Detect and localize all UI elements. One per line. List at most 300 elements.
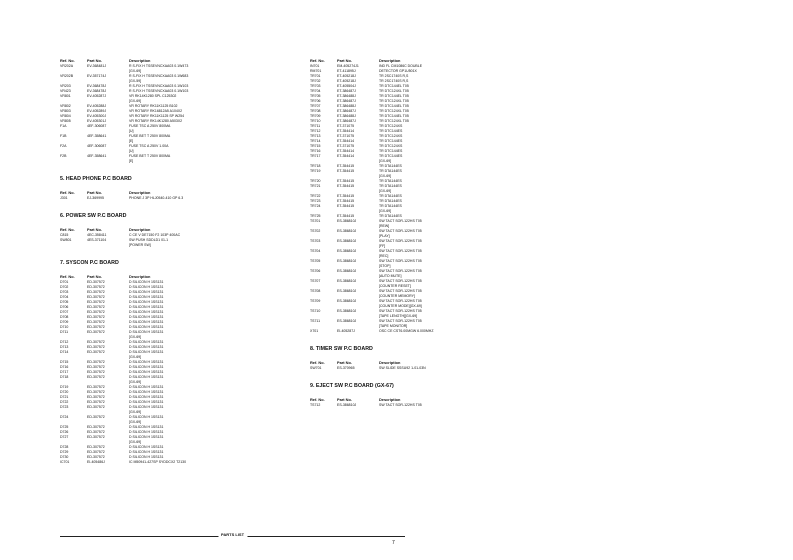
ref-no-cell: TR705 xyxy=(310,94,321,98)
part-no-cell: EV-368481J xyxy=(87,64,107,68)
ref-no-cell: TR718 xyxy=(310,164,321,168)
description-cell: TR DTC144EL T05 xyxy=(379,104,409,108)
description-cell: TR DTA144ES xyxy=(379,164,402,168)
part-no-cell: ET-354415 xyxy=(337,204,355,208)
footer-label: PARTS LIST xyxy=(218,532,247,537)
description-cell: D SILICON H 1SS131 xyxy=(129,340,164,344)
part-no-cell: ET-354414 xyxy=(337,154,355,158)
description-cell: [GX-69] xyxy=(129,335,142,339)
ref-no-cell: TR702 xyxy=(310,79,321,83)
part-no-cell: ED-307572 xyxy=(87,315,105,319)
description-cell: SW TACT SOR-122HS T05 xyxy=(379,319,422,323)
ref-no-cell: TS710 xyxy=(310,309,321,313)
ref-no-cell: TR714 xyxy=(310,139,321,143)
ref-no-cell: TR725 xyxy=(310,214,321,218)
description-cell: FUSE BET T 250V 800MA xyxy=(129,154,171,158)
description-cell: D SILICON H 1SS131 xyxy=(129,330,164,334)
description-cell: TR DTC124XL T05 xyxy=(379,99,409,103)
part-no-cell: ET-386488J xyxy=(337,104,356,108)
ref-no-cell: D706 xyxy=(60,305,69,309)
ref-no-cell: F2A xyxy=(60,144,67,148)
part-no-cell: ET-405218J xyxy=(337,79,356,83)
ref-no-cell: TS705 xyxy=(310,259,321,263)
ref-no-cell: X701 xyxy=(310,329,319,333)
table-header: Ref. No. Part No. Description xyxy=(60,274,151,279)
ref-no-cell: F2B xyxy=(60,154,67,158)
ref-no-cell: VR804 xyxy=(60,114,71,118)
description-cell: D SILICON H 1SS131 xyxy=(129,345,164,349)
part-no-cell: ET-411895J xyxy=(337,69,356,73)
description-cell: SW TACT SOR-122HS T05 xyxy=(379,249,422,253)
description-cell: TR DTC144ES xyxy=(379,139,403,143)
ref-no-cell: D715 xyxy=(60,360,69,364)
ref-no-cell: IC701 xyxy=(60,460,70,464)
description-cell: [GX-69] xyxy=(129,69,142,73)
part-no-cell: ED-307572 xyxy=(87,345,105,349)
ref-no-cell: D714 xyxy=(60,350,69,354)
ref-no-cell: TR703 xyxy=(310,84,321,88)
description-cell: PHONE J 3P HLJ0540-410 GP 6.3 xyxy=(129,196,184,200)
part-no-cell: ET-354414 xyxy=(337,149,355,153)
ref-no-cell: TR715 xyxy=(310,144,321,148)
part-no-cell: ED-307572 xyxy=(87,295,105,299)
part-no-cell: ED-307572 xyxy=(87,390,105,394)
description-cell: TR DTC124XS xyxy=(379,124,403,128)
part-no-cell: ED-307572 xyxy=(87,450,105,454)
ref-no-cell: TR723 xyxy=(310,199,321,203)
section-title-8: 8. TIMER SW P.C BOARD xyxy=(310,346,373,352)
description-cell: D SILICON H 1SS131 xyxy=(129,375,164,379)
description-cell: TR DTC124XL T05 xyxy=(379,119,409,123)
part-no-cell: 4EF-358641 xyxy=(87,154,107,158)
ref-no-cell: D703 xyxy=(60,290,69,294)
description-cell: TR DTC144ES xyxy=(379,129,403,133)
description-cell: OSC CE CST6.00MGW 6.000MHZ xyxy=(379,329,434,333)
description-cell: TR DTA144ES xyxy=(379,214,402,218)
part-no-cell: ET-386487J xyxy=(337,119,356,123)
ref-no-cell: D730 xyxy=(60,455,69,459)
table-row xyxy=(60,460,265,465)
part-no-cell: ES-386810J xyxy=(337,259,357,263)
description-cell: TR DTA144ES xyxy=(379,184,402,188)
part-no-cell: ET-371075 xyxy=(337,124,355,128)
part-no-cell: 4EF-358641 xyxy=(87,134,107,138)
ref-no-cell: IN701 xyxy=(310,64,320,68)
description-cell: SW TACT SOR-122HS T05 xyxy=(379,239,422,243)
part-no-cell: EV-405301J xyxy=(87,119,107,123)
ref-no-cell: D707 xyxy=(60,310,69,314)
description-cell: D SILICON H 1SS131 xyxy=(129,455,164,459)
description-cell: D SILICON H 1SS131 xyxy=(129,305,164,309)
part-no-cell: ED-307572 xyxy=(87,425,105,429)
ref-no-cell xyxy=(60,159,87,164)
description-cell: D SILICON H 1SS131 xyxy=(129,360,164,364)
ref-no-cell: J301 xyxy=(60,196,68,200)
ref-no-cell: F1B xyxy=(60,134,67,138)
part-no-cell: EV-405288J xyxy=(87,104,107,108)
description-cell: VR ROTARY RK11K1125 SP W254 xyxy=(129,114,185,118)
part-no-cell: ES-386810J xyxy=(337,319,357,323)
ref-no-cell: TR711 xyxy=(310,124,321,128)
part-no-cell: ET-405504J xyxy=(337,84,356,88)
description-cell: TR DTA144ES xyxy=(379,194,402,198)
ref-no-cell: VR803 xyxy=(60,109,71,113)
parts-table-timer-sw xyxy=(310,366,515,371)
part-no-cell: 4EF-306087 xyxy=(87,124,107,128)
description-cell: [U] xyxy=(129,149,134,153)
description-cell: D SILICON H 1SS131 xyxy=(129,405,164,409)
ref-no-cell: D722 xyxy=(60,400,69,404)
description-cell: [GX-69] xyxy=(129,355,142,359)
description-cell: [GX-69] xyxy=(379,159,392,163)
ref-no-cell: VR203 xyxy=(60,84,71,88)
description-cell: SW TACT SOR-122HS T05 xyxy=(379,219,422,223)
description-cell: SW TACT SOR-122HS T05 xyxy=(379,259,422,263)
description-cell: SW SLIDE SSSU92 1-01-03N xyxy=(379,366,426,370)
description-cell: TR DTC144EL T05 xyxy=(379,94,409,98)
part-no-cell xyxy=(87,159,129,164)
part-no-cell: ED-307572 xyxy=(87,285,105,289)
parts-table-eject-sw xyxy=(310,403,515,408)
description-cell: D SILICON H 1SS131 xyxy=(129,395,164,399)
part-no-cell: ED-307572 xyxy=(87,455,105,459)
part-no-cell xyxy=(87,243,129,248)
part-no-cell: ED-307572 xyxy=(87,305,105,309)
description-cell: D SILICON H 1SS131 xyxy=(129,390,164,394)
part-no-cell: ED-307572 xyxy=(87,290,105,294)
description-cell: R S-FIX H TSSEVNCXAA03 0.1W473 xyxy=(129,64,189,68)
part-no-cell: ET-354415 xyxy=(337,184,355,188)
description-cell: [AUTO MUTE] xyxy=(379,274,402,278)
description-cell: D SILICON H 1SS131 xyxy=(129,425,164,429)
description-cell: FUSE TSC A 250V 800MA xyxy=(129,124,171,128)
description-cell: [COUNTER MEMORY] xyxy=(379,294,415,298)
part-no-cell: ED-307572 xyxy=(87,330,105,334)
part-no-cell: ES-386810J xyxy=(337,249,357,253)
ref-no-cell: D705 xyxy=(60,300,69,304)
description-cell: D SILICON H 1SS131 xyxy=(129,385,164,389)
description-cell: R S-FIX H TSSEVNCXAA03 0.1W683 xyxy=(129,74,189,78)
ref-no-cell: TS711 xyxy=(310,319,321,323)
description-cell: SW TACT SOR-122HS T05 xyxy=(379,299,422,303)
ref-no-cell: VR423 xyxy=(60,89,71,93)
part-no-cell: EV-368478J xyxy=(87,89,107,93)
description-cell: D SILICON H 1SS131 xyxy=(129,400,164,404)
description-cell: SW TACT SOR-122HS T05 xyxy=(379,289,422,293)
part-no-cell: EV-405287J xyxy=(87,94,107,98)
ref-no-cell: VR202A xyxy=(60,64,74,68)
ref-no-cell: TS706 xyxy=(310,269,321,273)
description-cell: IND FL CM1086C DOUBLE xyxy=(379,64,423,68)
description-cell: D SILICON H 1SS131 xyxy=(129,365,164,369)
description-cell: TR DTC124XS xyxy=(379,144,403,148)
ref-no-cell: TR720 xyxy=(310,179,321,183)
parts-table-head-phone xyxy=(60,196,265,201)
description-cell: TR DTC124XL T05 xyxy=(379,109,409,113)
ref-no-cell: TS702 xyxy=(310,229,321,233)
part-no-cell: ES-386810J xyxy=(337,239,357,243)
part-no-cell: ES-370965 xyxy=(337,366,355,370)
description-cell: [REW] xyxy=(379,224,390,228)
ref-no-cell: D708 xyxy=(60,315,69,319)
part-no-cell: ED-307572 xyxy=(87,310,105,314)
table-header: Ref. No. Part No. Description xyxy=(310,58,401,63)
description-cell: TR DTA144ES xyxy=(379,179,402,183)
description-cell: [U] xyxy=(129,129,134,133)
ref-no-cell: TR721 xyxy=(310,184,321,188)
description-cell: D SILICON H 1SS131 xyxy=(129,310,164,314)
ref-no-cell: D727 xyxy=(60,435,69,439)
part-no-cell: 4EF-306087 xyxy=(87,144,107,148)
part-no-cell: EV-368478J xyxy=(87,84,107,88)
table-row xyxy=(310,329,515,334)
description-cell: [GX-69] xyxy=(129,380,142,384)
part-no-cell: EV-357174J xyxy=(87,74,107,78)
description-cell: D SILICON H 1SS131 xyxy=(129,285,164,289)
section-title-6: 6. POWER SW P.C BOARD xyxy=(60,213,127,219)
part-no-cell: ET-386488J xyxy=(337,94,356,98)
description-cell: C CE V DE7150 F2 103P 400AC xyxy=(129,233,181,237)
part-no-cell: ED-307572 xyxy=(87,340,105,344)
part-no-cell: ED-307572 xyxy=(87,360,105,364)
ref-no-cell: TR704 xyxy=(310,89,321,93)
part-no-cell: ED-307572 xyxy=(87,365,105,369)
description-cell: [STOP] xyxy=(379,264,391,268)
part-no-cell: ET-354415 xyxy=(337,179,355,183)
page-number: 7 xyxy=(392,540,395,546)
part-no-cell: ET-386487J xyxy=(337,99,356,103)
part-no-cell: ED-307572 xyxy=(87,385,105,389)
page-footer xyxy=(60,532,405,540)
part-no-cell: ES-386810J xyxy=(337,229,357,233)
description-cell: IC M50941-427SP SYDDCX2 T2130 xyxy=(129,460,187,464)
ref-no-cell: TR722 xyxy=(310,194,321,198)
ref-no-cell: TS704 xyxy=(310,249,321,253)
description-cell: DETECTOR GP1U501X xyxy=(379,69,417,73)
part-no-cell: ED-307572 xyxy=(87,280,105,284)
parts-table-syscon-continued xyxy=(310,64,515,334)
part-no-cell: ES-386810J xyxy=(337,403,357,407)
ref-no-cell: TR724 xyxy=(310,204,321,208)
description-cell: D SILICON H 1SS131 xyxy=(129,435,164,439)
ref-no-cell: D710 xyxy=(60,325,69,329)
description-cell: FUSE BET T 250V 800MA xyxy=(129,134,171,138)
description-cell: TR DTA144ES xyxy=(379,204,402,208)
description-cell: [GX-69] xyxy=(379,209,392,213)
description-cell: D SILICON H 1SS131 xyxy=(129,325,164,329)
ref-no-cell: TR719 xyxy=(310,169,321,173)
description-cell: [TAPE MONITOR] xyxy=(379,324,408,328)
part-no-cell: ED-307572 xyxy=(87,400,105,404)
table-row xyxy=(60,243,265,248)
description-cell: R S-FIX H TSSEVNCXAA03 0.1W103 xyxy=(129,89,189,93)
ref-no-cell: TR717 xyxy=(310,154,321,158)
part-no-cell: ED-307572 xyxy=(87,430,105,434)
description-cell: TR DTA144ES xyxy=(379,199,402,203)
ref-no-cell: D717 xyxy=(60,370,69,374)
ref-no-cell: TS712 xyxy=(310,403,321,407)
table-row xyxy=(60,159,265,164)
description-cell: [TAPE LENGTH][GX-69] xyxy=(379,314,418,318)
part-no-cell: 4ES-371104 xyxy=(87,238,107,242)
description-cell: [GX-69] xyxy=(129,440,142,444)
right-column xyxy=(310,57,515,408)
ref-no-cell: D701 xyxy=(60,280,69,284)
ref-no-cell: SW701 xyxy=(310,366,322,370)
part-no-cell: ED-307572 xyxy=(87,405,105,409)
ref-no-cell: TR707 xyxy=(310,104,321,108)
description-cell: VR ROTARY RK11K1125 B102 xyxy=(129,104,178,108)
ref-no-cell: TR710 xyxy=(310,119,321,123)
ref-no-cell: D716 xyxy=(60,365,69,369)
ref-no-cell: D728 xyxy=(60,445,69,449)
part-no-cell: ET-354415 xyxy=(337,164,355,168)
left-column xyxy=(60,57,265,465)
ref-no-cell: D726 xyxy=(60,430,69,434)
part-no-cell: ED-307572 xyxy=(87,395,105,399)
ref-no-cell: VR805 xyxy=(60,119,71,123)
description-cell: D SILICON H 1SS131 xyxy=(129,290,164,294)
ref-no-cell: TR709 xyxy=(310,114,321,118)
ref-no-cell: D729 xyxy=(60,450,69,454)
description-cell: VR ROTARY RK16812A5 A104X2 xyxy=(129,109,183,113)
ref-no-cell: TR701 xyxy=(310,74,321,78)
description-cell: D SILICON H 1SS131 xyxy=(129,350,164,354)
description-cell: VR ROTARY RK14K1280 A503X2 xyxy=(129,119,183,123)
description-cell: D SILICON H 1SS131 xyxy=(129,300,164,304)
ref-no-cell: TS703 xyxy=(310,239,321,243)
part-no-cell: ET-371075 xyxy=(337,144,355,148)
ref-no-cell: VR202B xyxy=(60,74,74,78)
description-cell: FUSE TSC A 250V 1.00A xyxy=(129,144,169,148)
description-cell: D SILICON H 1SS131 xyxy=(129,415,164,419)
ref-no-cell: TS709 xyxy=(310,299,321,303)
part-no-cell: ED-307572 xyxy=(87,415,105,419)
part-no-cell: EV-405300J xyxy=(87,114,107,118)
description-cell: D SILICON H 1SS131 xyxy=(129,430,164,434)
description-cell: [PLAY] xyxy=(379,234,390,238)
part-no-cell: ED-307572 xyxy=(87,320,105,324)
description-cell: [GX-69] xyxy=(129,99,142,103)
description-cell: [GX-69] xyxy=(379,189,392,193)
part-no-cell: ET-371075 xyxy=(337,134,355,138)
part-no-cell: ED-307572 xyxy=(87,370,105,374)
part-no-cell: ET-386487J xyxy=(337,109,356,113)
ref-no-cell: D711 xyxy=(60,330,69,334)
parts-table-syscon xyxy=(60,280,265,465)
description-cell: [GX-59] xyxy=(129,79,142,83)
ref-no-cell: D718 xyxy=(60,375,69,379)
parts-table-continued xyxy=(60,64,265,164)
description-cell: [GX-69] xyxy=(379,174,392,178)
table-header: Ref. No. Part No. Description xyxy=(310,397,401,402)
part-no-cell: ES-386810J xyxy=(337,289,357,293)
part-no-cell: ED-307572 xyxy=(87,445,105,449)
part-no-cell: ET-354415 xyxy=(337,199,355,203)
parts-table-power-sw xyxy=(60,233,265,248)
part-no-cell: ET-354415 xyxy=(337,214,355,218)
ref-no-cell: TR706 xyxy=(310,99,321,103)
ref-no-cell: D709 xyxy=(60,320,69,324)
table-header: Ref. No. Part No. Description xyxy=(60,58,151,63)
ref-no-cell: RM701 xyxy=(310,69,322,73)
description-cell: [E] xyxy=(129,159,134,163)
description-cell: [GX-69] xyxy=(129,420,142,424)
ref-no-cell: TR716 xyxy=(310,149,321,153)
description-cell: TR DTC144ES xyxy=(379,149,403,153)
table-row xyxy=(60,196,265,201)
ref-no-cell: TS708 xyxy=(310,289,321,293)
part-no-cell: EJ-369995 xyxy=(87,196,104,200)
part-no-cell: EI-405287J xyxy=(337,329,355,333)
description-cell: TR DTC144EL T05 xyxy=(379,114,409,118)
description-cell: [REC] xyxy=(379,254,389,258)
part-no-cell: EI-405486J xyxy=(87,460,105,464)
part-no-cell: ED-307572 xyxy=(87,435,105,439)
ref-no-cell: D719 xyxy=(60,385,69,389)
ref-no-cell: D713 xyxy=(60,345,69,349)
ref-no-cell: D725 xyxy=(60,425,69,429)
description-cell: [FF] xyxy=(379,244,386,248)
description-cell: TR 2SC1740S R,S xyxy=(379,79,409,83)
description-cell: D SILICON H 1SS131 xyxy=(129,280,164,284)
description-cell: SW PUSH SDDLD1 01-1 xyxy=(129,238,169,242)
description-cell: [E] xyxy=(129,139,134,143)
description-cell: TR DTC144ES xyxy=(379,154,403,158)
description-cell: SW TACT SOR-122HS T05 xyxy=(379,279,422,283)
description-cell: TR DTA144ES xyxy=(379,169,402,173)
table-row xyxy=(310,366,515,371)
ref-no-cell: D724 xyxy=(60,415,69,419)
part-no-cell: ET-405218J xyxy=(337,74,356,78)
part-no-cell: ED-307572 xyxy=(87,300,105,304)
description-cell: [COUNTER RESET] xyxy=(379,284,411,288)
ref-no-cell xyxy=(60,243,87,248)
part-no-cell: ED-307572 xyxy=(87,350,105,354)
ref-no-cell: VR802 xyxy=(60,104,71,108)
description-cell: TR DTC144EL T05 xyxy=(379,84,409,88)
ref-no-cell: D723 xyxy=(60,405,69,409)
description-cell: D SILICON H 1SS131 xyxy=(129,450,164,454)
ref-no-cell: TS707 xyxy=(310,279,321,283)
part-no-cell: ED-307572 xyxy=(87,325,105,329)
part-no-cell: ES-386810J xyxy=(337,279,357,283)
section-title-5: 5. HEAD PHONE P.C BOARD xyxy=(60,176,132,182)
ref-no-cell: TR713 xyxy=(310,134,321,138)
description-cell: D SILICON H 1SS131 xyxy=(129,295,164,299)
description-cell: D SILICON H 1SS131 xyxy=(129,315,164,319)
part-no-cell: ES-386810J xyxy=(337,269,357,273)
part-no-cell: ET-354414 xyxy=(337,129,355,133)
description-cell: SW TACT SOR-122HS T05 xyxy=(379,269,422,273)
part-no-cell: ES-386810J xyxy=(337,309,357,313)
ref-no-cell: VR801 xyxy=(60,94,71,98)
part-no-cell: ET-354414 xyxy=(337,139,355,143)
table-header: Ref. No. Part No. Description xyxy=(60,190,151,195)
table-row xyxy=(310,403,515,408)
description-cell: [COUNTER MODE][GX-69] xyxy=(379,304,422,308)
section-title-9: 9. EJECT SW P.C BOARD (GX-67) xyxy=(310,383,394,389)
part-no-cell: ES-386810J xyxy=(337,299,357,303)
part-no-cell: ES-386810J xyxy=(337,219,357,223)
ref-no-cell: D704 xyxy=(60,295,69,299)
part-no-cell: EV-405289J xyxy=(87,109,107,113)
description-cell: TR 2SC1740S R,S xyxy=(379,74,409,78)
description-cell: TR DTC124XS xyxy=(379,134,403,138)
part-no-cell: ET-386487J xyxy=(337,89,356,93)
description-cell: SW TACT SOR-122HS T05 xyxy=(379,309,422,313)
part-no-cell: ED-307572 xyxy=(87,375,105,379)
